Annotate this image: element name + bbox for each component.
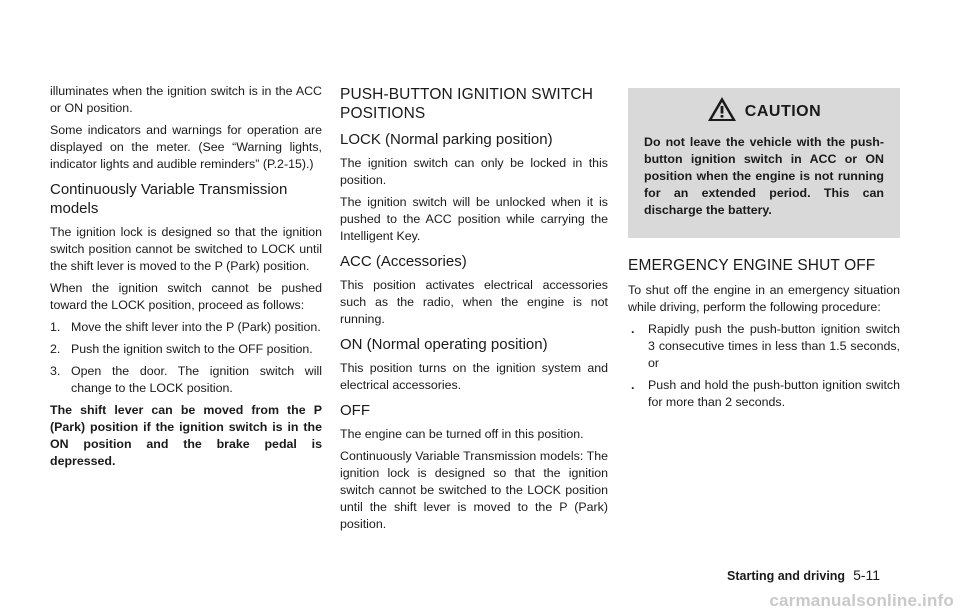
paragraph: To shut off the engine in an emergency situation while driving, perform the following procedure: [628,283,900,314]
list-item [50,363,322,397]
paragraph: illuminates when the ignition switch is in the ACC or ON position. [50,84,322,115]
paragraph: Continuously Variable Transmission models: The ignition lock is designed so that the ignition switch cannot be switched to the LOCK position until the shift lever is moved to the P (Park) position. [340,449,608,531]
paragraph: The ignition lock is designed so that the ignition switch position cannot be switched to LOCK until the shift lever is moved to the P (Park) position. [50,225,322,273]
paragraph: Some indicators and warnings for operation are displayed on the meter. (See “Warning lights, indicator lights and audible reminders” (P.2-15).) [50,123,322,171]
caution-header [644,88,884,134]
page-footer [727,567,880,583]
step-text: Open the door. The ignition switch will change to the LOCK position. [71,364,322,395]
acc-heading: ACC (Accessories) [340,253,467,270]
paragraph: This position activates electrical accessories such as the radio, when the engine is not running. [340,278,608,326]
list-item [628,321,900,372]
bullet-icon: . [631,378,635,392]
left-column [50,83,322,475]
lock-heading: LOCK (Normal parking position) [340,131,553,148]
section-heading: PUSH-BUTTON IGNITION SWITCH POSITIONS [340,86,593,122]
emergency-heading: EMERGENCY ENGINE SHUT OFF [628,257,876,274]
caution-box [628,88,900,238]
caution-title: CAUTION [744,102,822,120]
list-item [628,377,900,411]
warning-triangle-icon [707,96,737,127]
step-text: Move the shift lever into the P (Park) position. [71,320,321,334]
paragraph: The ignition switch can only be locked in this position. [340,156,608,187]
off-heading: OFF [340,402,370,419]
emergency-procedure [628,321,900,411]
bold-note: The shift lever can be moved from the P (Park) position if the ignition switch is in the ON position and the brake pedal is depressed. [50,403,322,468]
step-text: Push the ignition switch to the OFF position. [71,342,313,356]
paragraph: The ignition switch will be unlocked when it is pushed to the ACC position while carrying the Intelligent Key. [340,195,608,243]
section-name: Starting and driving [727,569,846,583]
right-column [628,88,900,416]
page-number: 5-11 [853,567,881,583]
caution-text: Do not leave the vehicle with the push-button ignition switch in ACC or ON position when the engine is not running for an extended period. This can discharge the battery. [644,135,884,217]
paragraph: The engine can be turned off in this position. [340,427,584,441]
bullet-text: Push and hold the push-button ignition switch for more than 2 seconds. [648,378,900,409]
paragraph: This position turns on the ignition system and electrical accessories. [340,361,608,392]
bullet-text: Rapidly push the push-button ignition switch 3 consecutive times in less than 1.5 seconds, or [648,322,900,370]
watermark: carmanualsonline.info [769,591,954,610]
procedure-steps [50,319,322,397]
bullet-icon: . [631,322,635,336]
middle-column [340,85,608,538]
cvt-heading: Continuously Variable Transmission models [50,181,288,217]
step-number: 3. [50,364,61,378]
on-heading: ON (Normal operating position) [340,336,548,353]
step-number: 1. [50,320,61,334]
step-number: 2. [50,342,61,356]
list-item [50,341,322,358]
list-item [50,319,322,336]
paragraph: When the ignition switch cannot be pushed toward the LOCK position, proceed as follows: [50,281,322,312]
